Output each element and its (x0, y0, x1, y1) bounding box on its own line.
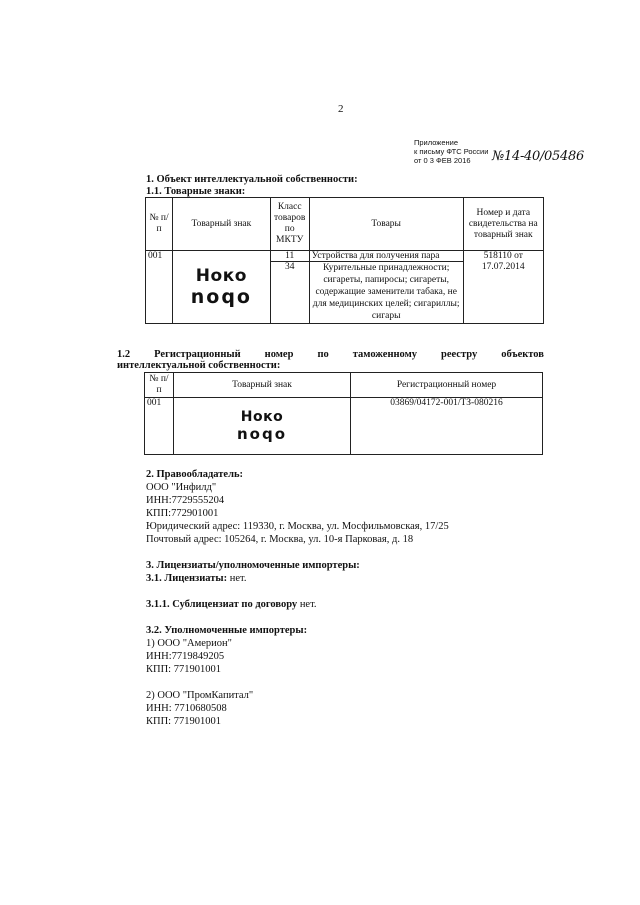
owner-inn: ИНН:7729555204 (146, 495, 225, 506)
page-number: 2 (338, 103, 344, 115)
th-goods: Товары (309, 198, 463, 251)
appendix-date: 0 3 ФЕВ 2016 (423, 156, 471, 165)
logo-line1: Ноко (195, 266, 247, 286)
section1-title: 1. Объект интеллектуальной собственности: (146, 174, 358, 185)
th2-trademark: Товарный знак (174, 373, 351, 398)
th2-num: № п/п (145, 373, 174, 398)
s12-word: реестру (441, 349, 478, 360)
row-goods2: Курительные принадлежности; сигареты, папиросы; сигареты, содержащие заменители табака, не для медицинских целей; сигариллы; сигары (309, 262, 463, 324)
s12-word: Регистрационный (154, 349, 241, 360)
section2-title: 2. Правообладатель: (146, 469, 244, 480)
appendix-line1: Приложение (414, 138, 458, 147)
row-certificate: 518110 от 17.07.2014 (463, 251, 543, 324)
row-logo (173, 251, 270, 324)
s12-word: номер (264, 349, 294, 360)
licensees-label: 3.1. Лицензиаты: (146, 573, 228, 584)
row-goods1: Устройства для получения пара (309, 251, 463, 262)
th-num: № п/п (146, 198, 173, 251)
importer1-inn: ИНН:7719849205 (146, 651, 225, 662)
importer1-kpp: КПП: 771901001 (146, 664, 221, 675)
s12-word: 1.2 (117, 349, 131, 360)
owner-legal-address: Юридический адрес: 119330, г. Москва, ул. Мосфильмовская, 17/25 (146, 521, 449, 532)
owner-kpp: КПП:772901001 (146, 508, 219, 519)
logo-line2: noqo (190, 286, 252, 308)
licensees-value: нет. (227, 573, 247, 584)
registration-table (144, 372, 543, 455)
trademark-logo-2 (176, 409, 348, 443)
importer2-kpp: КПП: 771901001 (146, 716, 221, 727)
row-num: 001 (146, 251, 173, 324)
th-class: Класс товаров по МКТУ (270, 198, 309, 251)
sublicensee-value: нет. (297, 599, 317, 610)
logo2-line2: noqo (236, 425, 288, 443)
sublicensee-line (146, 599, 317, 610)
row2-num: 001 (145, 398, 174, 455)
th-certificate: Номер и дата свидетельства на товарный знак (463, 198, 543, 251)
row2-reg-number: 03869/04172-001/ТЗ-080216 (351, 398, 543, 455)
trademark-table (145, 197, 544, 324)
section12-line1 (117, 349, 544, 360)
row-class1: 11 (270, 251, 309, 262)
importer2-name: 2) ООО "ПромКапитал" (146, 690, 254, 701)
appendix-stamp (414, 138, 584, 165)
s12-word: объектов (501, 349, 544, 360)
logo2-line1: Ноко (240, 409, 284, 425)
row2-logo (174, 398, 351, 455)
importer1-name: 1) ООО "Америон" (146, 638, 232, 649)
appendix-prefix: от (414, 156, 422, 165)
s12-word: таможенному (352, 349, 417, 360)
appendix-line2: к письму ФТС России (414, 147, 489, 156)
importer2-inn: ИНН: 7710680508 (146, 703, 227, 714)
section3-title: 3. Лицензиаты/уполномоченные импортеры: (146, 560, 360, 571)
th2-reg: Регистрационный номер (351, 373, 543, 398)
owner-postal-address: Почтовый адрес: 105264, г. Москва, ул. 10-я Парковая, д. 18 (146, 534, 414, 545)
s12-word: по (317, 349, 329, 360)
owner-name: ООО "Инфилд" (146, 482, 217, 493)
trademark-logo (175, 266, 267, 308)
importers-title: 3.2. Уполномоченные импортеры: (146, 625, 308, 636)
appendix-number: №14-40/05486 (492, 149, 584, 164)
licensees-line (146, 573, 246, 584)
section12-line2: интеллектуальной собственности: (117, 360, 281, 371)
appendix-line3 (414, 156, 488, 165)
th-trademark: Товарный знак (173, 198, 270, 251)
row-class2: 34 (270, 262, 309, 324)
sublicensee-label: 3.1.1. Сублицензиат по договору (146, 599, 298, 610)
section1-subtitle: 1.1. Товарные знаки: (146, 186, 246, 197)
